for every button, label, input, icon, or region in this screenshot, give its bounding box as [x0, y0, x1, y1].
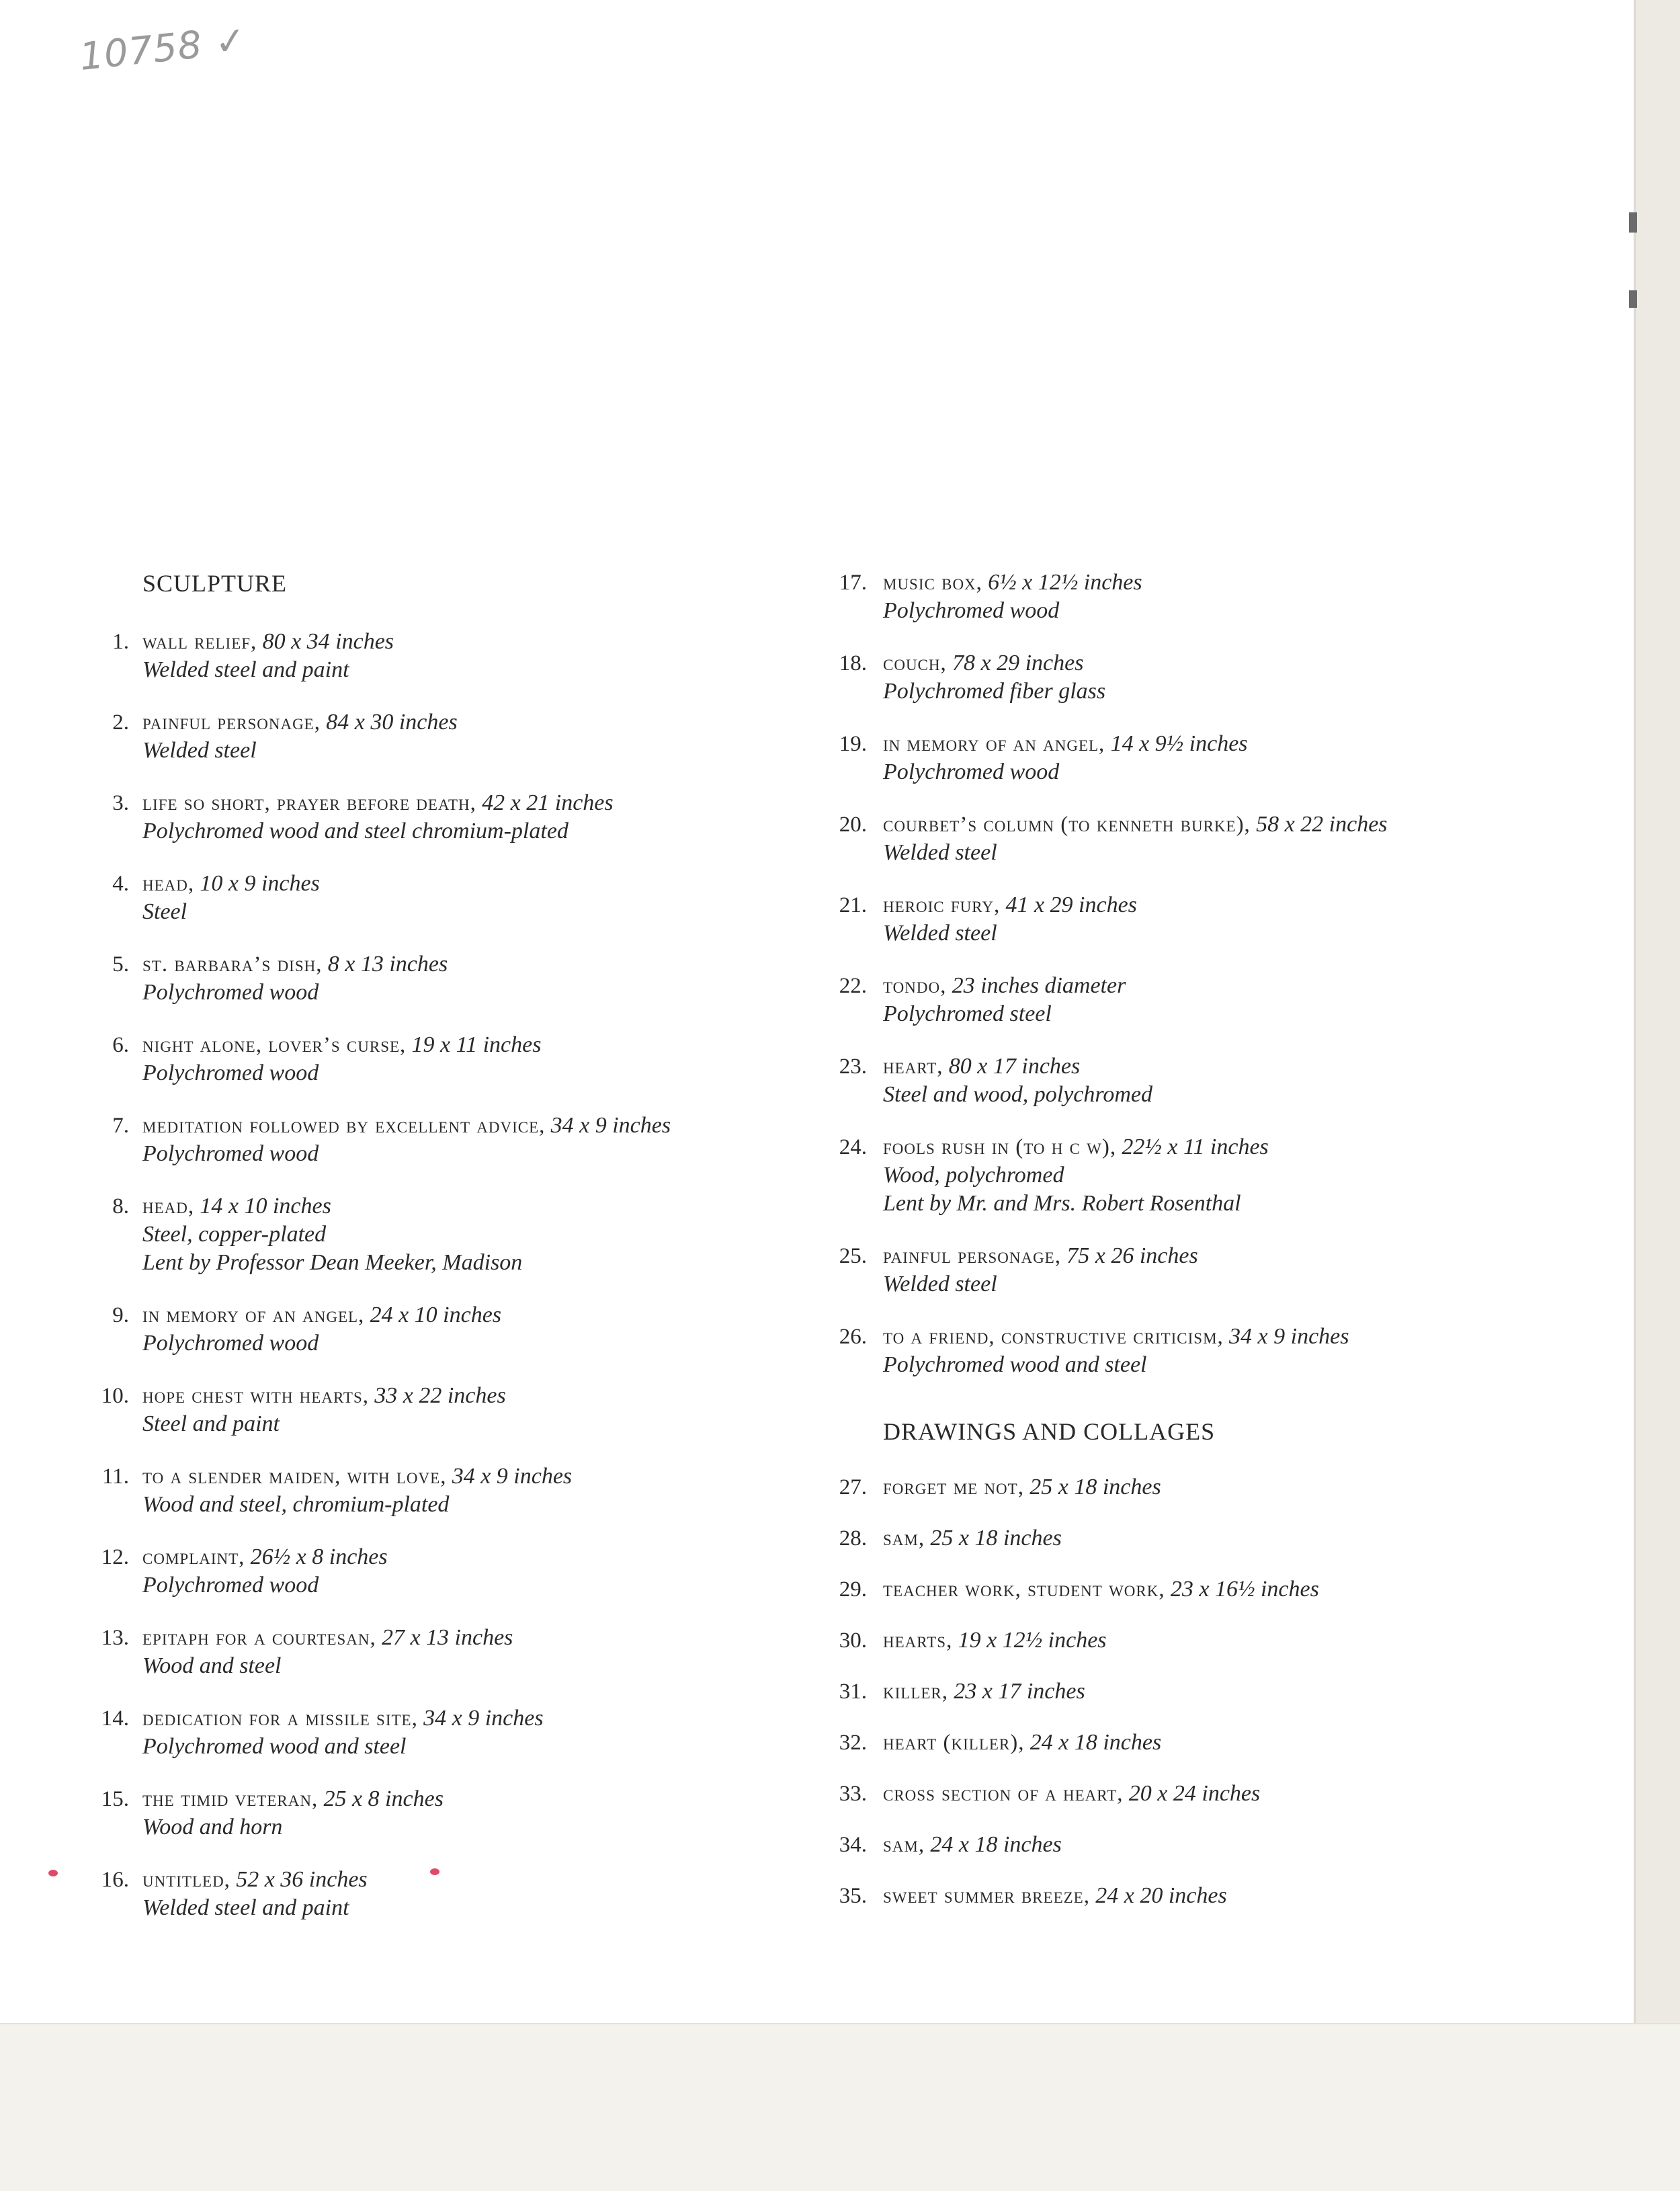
entry-title: painful personage,: [883, 1244, 1061, 1268]
catalog-entry: [818, 972, 1625, 1028]
entry-dimensions: 34 x 9 inches: [452, 1464, 573, 1489]
entry-number: 17.: [839, 571, 867, 595]
entry-title: to a friend, constructive criticism,: [883, 1325, 1224, 1349]
catalog-entry: [81, 1624, 806, 1680]
entry-dimensions: 33 x 22 inches: [374, 1383, 506, 1408]
entry-lender: Lent by Mr. and Mrs. Robert Rosenthal: [883, 1191, 1241, 1216]
catalog-entry: [81, 1785, 806, 1842]
catalog-entry: [818, 891, 1625, 948]
entry-material: Wood and steel, chromium-plated: [142, 1492, 450, 1517]
entry-dimensions: 80 x 34 inches: [262, 629, 394, 654]
entry-dimensions: 23 x 17 inches: [954, 1679, 1085, 1704]
entry-title: st. barbara’s dish,: [142, 952, 323, 977]
entry-title: life so short, prayer before death,: [142, 791, 476, 815]
entry-number: 18.: [839, 651, 867, 675]
catalog-entry: [81, 1543, 806, 1600]
entry-dimensions: 14 x 10 inches: [200, 1194, 331, 1218]
entry-dimensions: 27 x 13 inches: [381, 1625, 513, 1650]
page-edge: [1634, 0, 1680, 2190]
catalog-entry: [81, 1866, 806, 1922]
entry-material: Steel, copper-plated: [142, 1222, 327, 1247]
entry-title: epitaph for a courtesan,: [142, 1626, 376, 1650]
sculpture-list: [81, 628, 806, 1922]
entry-material: Welded steel: [142, 738, 257, 763]
entry-dimensions: 10 x 9 inches: [200, 871, 320, 896]
catalog-entry: [81, 1301, 806, 1358]
entry-title: in memory of an angel,: [142, 1303, 365, 1327]
entry-material: Wood and steel: [142, 1653, 282, 1678]
entry-material: Steel: [142, 899, 187, 924]
entry-title: head,: [142, 872, 195, 896]
entry-number: 12.: [101, 1545, 129, 1569]
entry-lender: Lent by Professor Dean Meeker, Madison: [142, 1250, 523, 1275]
entry-material: Polychromed wood: [142, 1331, 319, 1356]
entry-dimensions: 23 inches diameter: [952, 973, 1126, 998]
entry-title: dedication for a missile site,: [142, 1706, 418, 1731]
entry-number: 5.: [112, 952, 129, 977]
entry-dimensions: 24 x 18 inches: [1030, 1730, 1162, 1755]
entry-number: 13.: [101, 1626, 129, 1650]
entry-material: Polychromed fiber glass: [883, 679, 1106, 704]
entry-dimensions: 24 x 10 inches: [370, 1303, 502, 1327]
entry-material: Polychromed wood: [883, 598, 1060, 623]
entry-material: Polychromed wood: [142, 1061, 319, 1085]
right-column: [818, 569, 1625, 1933]
entry-material: Welded steel: [883, 1272, 997, 1296]
entry-material: Welded steel and paint: [142, 1895, 349, 1920]
pink-mark: [48, 1870, 58, 1876]
entry-dimensions: 75 x 26 inches: [1066, 1243, 1198, 1268]
entry-title: courbet’s column (to kenneth burke),: [883, 813, 1251, 837]
entry-title: hope chest with hearts,: [142, 1384, 369, 1408]
catalog-entry: [81, 1382, 806, 1438]
entry-dimensions: 24 x 20 inches: [1095, 1883, 1227, 1908]
entry-title: forget me not,: [883, 1475, 1024, 1499]
entry-number: 14.: [101, 1706, 129, 1731]
entry-title: heart,: [883, 1055, 943, 1079]
entry-dimensions: 41 x 29 inches: [1005, 893, 1137, 917]
entry-dimensions: 20 x 24 inches: [1128, 1781, 1261, 1806]
catalog-entry: [818, 1780, 1625, 1808]
entry-material: Polychromed wood: [142, 1573, 319, 1598]
entry-title: killer,: [883, 1680, 949, 1704]
entry-number: 30.: [839, 1628, 867, 1653]
entry-material: Polychromed steel: [883, 1001, 1052, 1026]
entry-title: sam,: [883, 1526, 925, 1551]
catalog-entry: [818, 730, 1625, 786]
drawings-list: [818, 1473, 1625, 1910]
scan-mark: [1629, 212, 1637, 233]
catalog-entry: [818, 1575, 1625, 1604]
catalog-entry: [818, 1242, 1625, 1298]
entry-title: teacher work, student work,: [883, 1577, 1165, 1602]
catalog-entry: [818, 1133, 1625, 1218]
entry-title: music box,: [883, 571, 982, 595]
catalog-entry: [818, 1052, 1625, 1109]
entry-dimensions: 25 x 18 inches: [1030, 1475, 1161, 1499]
entry-number: 33.: [839, 1782, 867, 1806]
entry-number: 24.: [839, 1135, 867, 1159]
entry-title: the timid veteran,: [142, 1787, 319, 1811]
entry-number: 20.: [839, 813, 867, 837]
catalog-entry: [81, 1192, 806, 1277]
scan-mark: [1629, 290, 1637, 308]
entry-dimensions: 52 x 36 inches: [236, 1867, 368, 1892]
entry-dimensions: 22½ x 11 inches: [1122, 1134, 1269, 1159]
entry-dimensions: 14 x 9½ inches: [1110, 731, 1248, 756]
entry-number: 23.: [839, 1055, 867, 1079]
entry-number: 32.: [839, 1731, 867, 1755]
entry-dimensions: 34 x 9 inches: [1229, 1324, 1349, 1349]
entry-title: sam,: [883, 1833, 925, 1857]
entry-material: Polychromed wood: [883, 759, 1060, 784]
entry-number: 1.: [112, 630, 129, 654]
entry-title: untitled,: [142, 1868, 230, 1892]
entry-dimensions: 6½ x 12½ inches: [988, 570, 1142, 595]
entry-number: 21.: [839, 893, 867, 917]
entry-dimensions: 24 x 18 inches: [930, 1832, 1062, 1857]
catalog-entry: [81, 628, 806, 684]
entry-title: night alone, lover’s curse,: [142, 1033, 407, 1057]
entry-number: 19.: [839, 732, 867, 756]
entry-number: 26.: [839, 1325, 867, 1349]
entry-number: 29.: [839, 1577, 867, 1602]
entry-dimensions: 19 x 12½ inches: [958, 1628, 1107, 1653]
catalog-entry: [818, 1729, 1625, 1757]
catalog-entry: [81, 708, 806, 765]
catalog-entry: [81, 1031, 806, 1087]
entry-material: Welded steel and paint: [142, 657, 349, 682]
entry-dimensions: 25 x 8 inches: [323, 1786, 444, 1811]
entry-dimensions: 34 x 9 inches: [423, 1706, 544, 1731]
catalog-entry: [818, 1678, 1625, 1706]
catalog-entry: [81, 1704, 806, 1761]
entry-number: 35.: [839, 1884, 867, 1908]
entry-number: 6.: [112, 1033, 129, 1057]
entry-title: in memory of an angel,: [883, 732, 1105, 756]
entry-number: 25.: [839, 1244, 867, 1268]
entry-material: Welded steel: [883, 840, 997, 865]
entry-number: 3.: [112, 791, 129, 815]
catalog-entry: [818, 1524, 1625, 1553]
entry-material: Wood, polychromed: [883, 1163, 1064, 1188]
entry-number: 2.: [112, 710, 129, 735]
catalog-entry: [818, 649, 1625, 706]
entry-title: cross section of a heart,: [883, 1782, 1124, 1806]
left-column: [81, 569, 806, 1946]
entry-dimensions: 34 x 9 inches: [550, 1113, 671, 1138]
sculpture-list-continued: [818, 569, 1625, 1379]
entry-dimensions: 23 x 16½ inches: [1170, 1577, 1319, 1602]
section-heading-sculpture: SCULPTURE: [142, 570, 288, 597]
entry-number: 11.: [101, 1464, 129, 1489]
entry-material: Steel and paint: [142, 1411, 280, 1436]
entry-number: 31.: [839, 1680, 867, 1704]
entry-title: to a slender maiden, with love,: [142, 1464, 447, 1489]
catalog-entry: [818, 1323, 1625, 1379]
entry-title: hearts,: [883, 1628, 953, 1653]
catalog-entry: [818, 811, 1625, 867]
entry-number: 22.: [839, 974, 867, 998]
catalog-entry: [81, 870, 806, 926]
catalog-entry: [81, 1112, 806, 1168]
entry-material: Polychromed wood and steel: [883, 1352, 1147, 1377]
entry-dimensions: 42 x 21 inches: [482, 790, 614, 815]
entry-number: 10.: [101, 1384, 129, 1408]
entry-material: Polychromed wood and steel: [142, 1734, 407, 1759]
entry-number: 15.: [101, 1787, 129, 1811]
entry-number: 4.: [112, 872, 129, 896]
entry-number: 7.: [112, 1114, 129, 1138]
entry-material: Polychromed wood: [142, 1141, 319, 1166]
entry-material: Steel and wood, polychromed: [883, 1082, 1152, 1107]
entry-title: heart (killer),: [883, 1731, 1025, 1755]
entry-material: Polychromed wood and steel chromium-plated: [142, 819, 569, 843]
entry-dimensions: 78 x 29 inches: [952, 651, 1084, 675]
catalog-entry: [818, 569, 1625, 625]
entry-title: meditation followed by excellent advice,: [142, 1114, 546, 1138]
entry-dimensions: 26½ x 8 inches: [250, 1544, 388, 1569]
entry-material: Wood and horn: [142, 1815, 283, 1839]
entry-number: 9.: [112, 1303, 129, 1327]
entry-title: tondo,: [883, 974, 947, 998]
entry-dimensions: 25 x 18 inches: [930, 1526, 1062, 1551]
entry-title: sweet summer breeze,: [883, 1884, 1090, 1908]
catalog-entry: [818, 1831, 1625, 1859]
entry-dimensions: 80 x 17 inches: [948, 1054, 1081, 1079]
catalog-entry: [818, 1473, 1625, 1501]
bottom-edge: [0, 2023, 1680, 2191]
entry-number: 16.: [101, 1868, 129, 1892]
entry-title: complaint,: [142, 1545, 245, 1569]
entry-number: 28.: [839, 1526, 867, 1551]
entry-title: wall relief,: [142, 630, 257, 654]
section-heading-drawings: DRAWINGS AND COLLAGES: [883, 1418, 1216, 1445]
catalog-entry: [818, 1882, 1625, 1910]
catalog-entry: [81, 1462, 806, 1519]
entry-dimensions: 84 x 30 inches: [326, 710, 458, 735]
entry-number: 8.: [112, 1194, 129, 1218]
entry-material: Polychromed wood: [142, 980, 319, 1005]
entry-dimensions: 19 x 11 inches: [411, 1032, 542, 1057]
entry-title: fools rush in (to h c w),: [883, 1135, 1117, 1159]
entry-title: heroic fury,: [883, 893, 1001, 917]
entry-dimensions: 58 x 22 inches: [1256, 812, 1388, 837]
entry-number: 34.: [839, 1833, 867, 1857]
catalog-entry: [81, 789, 806, 845]
entry-title: painful personage,: [142, 710, 321, 735]
entry-number: 27.: [839, 1475, 867, 1499]
handwritten-note: 10758 ✓: [77, 18, 249, 79]
catalog-entry: [81, 950, 806, 1007]
entry-title: couch,: [883, 651, 947, 675]
entry-dimensions: 8 x 13 inches: [327, 952, 448, 977]
entry-material: Welded steel: [883, 921, 997, 946]
entry-title: head,: [142, 1194, 195, 1218]
catalog-entry: [818, 1626, 1625, 1655]
